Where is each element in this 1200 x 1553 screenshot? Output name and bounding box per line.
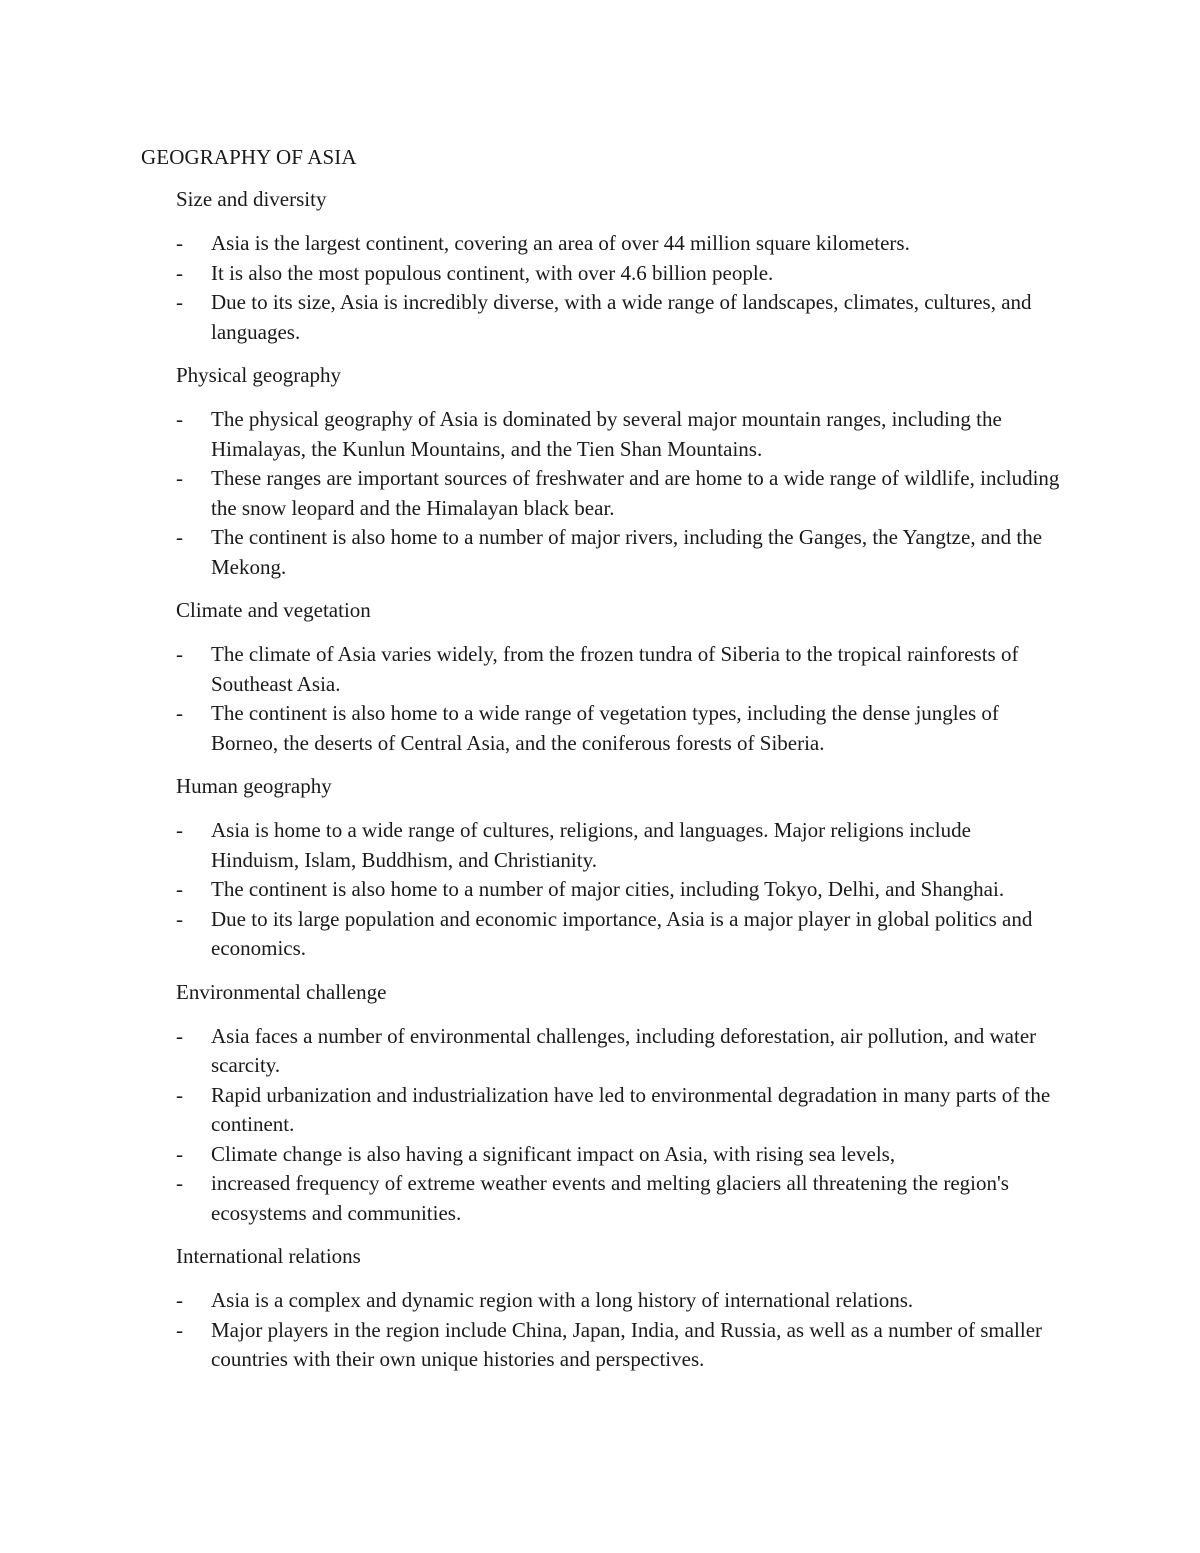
dash-marker: - xyxy=(176,260,183,285)
bullet-list xyxy=(176,640,1061,758)
bullet-text: The continent is also home to a number of major cities, including Tokyo, Delhi, and Shanghai. xyxy=(211,877,1005,901)
dash-marker: - xyxy=(176,1141,183,1166)
bullet-item xyxy=(176,229,1061,259)
section-environmental-challenge xyxy=(176,978,1061,1229)
bullet-list xyxy=(176,229,1061,347)
dash-marker: - xyxy=(176,1317,183,1342)
bullet-item xyxy=(176,1286,1061,1316)
dash-marker: - xyxy=(176,877,183,901)
bullet-text: The physical geography of Asia is dominated by several major mountain ranges, including the Himalayas, the Kunlun Mountains, and the Tien Shan Mountains. xyxy=(211,407,1002,461)
bullet-text: It is also the most populous continent, with over 4.6 billion people. xyxy=(211,260,774,285)
bullet-text: The climate of Asia varies widely, from the frozen tundra of Siberia to the tropical rainforests of Southeast Asia. xyxy=(211,642,1019,696)
section-human-geography xyxy=(176,772,1061,964)
bullet-item xyxy=(176,1140,1061,1170)
bullet-item xyxy=(176,875,1061,905)
document-body xyxy=(141,143,1061,1389)
bullet-item xyxy=(176,523,1061,582)
document-title: GEOGRAPHY OF ASIA xyxy=(141,145,357,169)
dash-marker: - xyxy=(176,818,183,842)
bullet-item xyxy=(176,288,1061,347)
bullet-text: The continent is also home to a wide range of vegetation types, including the dense jungles of Borneo, the deserts of Central Asia, and the coniferous forests of Siberia. xyxy=(211,701,999,755)
section-size-and-diversity xyxy=(176,185,1061,347)
dash-marker: - xyxy=(176,906,183,931)
dash-marker: - xyxy=(176,525,183,549)
dash-marker: - xyxy=(176,701,183,725)
section-heading: Human geography xyxy=(176,774,332,798)
bullet-text: Asia faces a number of environmental challenges, including deforestation, air pollution, and water scarcity. xyxy=(211,1023,1037,1077)
dash-marker: - xyxy=(176,1288,183,1312)
bullet-text: Due to its size, Asia is incredibly diverse, with a wide range of landscapes, climates, cultures, and languages. xyxy=(211,290,1032,344)
bullet-text: Major players in the region include China, Japan, India, and Russia, as well as a number of smaller countries with their own unique histories and perspectives. xyxy=(211,1317,1043,1371)
bullet-text: Rapid urbanization and industrialization have led to environmental degradation in many parts of the continent. xyxy=(211,1082,1051,1136)
bullet-list xyxy=(176,405,1061,582)
bullet-item xyxy=(176,816,1061,875)
bullet-item xyxy=(176,905,1061,964)
bullet-text: Climate change is also having a significant impact on Asia, with rising sea levels, xyxy=(211,1141,896,1166)
dash-marker: - xyxy=(176,290,183,314)
section-physical-geography xyxy=(176,361,1061,582)
dash-marker: - xyxy=(176,1171,183,1195)
bullet-item xyxy=(176,699,1061,758)
bullet-text: Asia is a complex and dynamic region with a long history of international relations. xyxy=(211,1288,914,1312)
bullet-list xyxy=(176,1286,1061,1375)
dash-marker: - xyxy=(176,1023,183,1048)
dash-marker: - xyxy=(176,1082,183,1107)
bullet-text: Asia is home to a wide range of cultures, religions, and languages. Major religions include Hinduism, Islam, Buddhism, and Christianity. xyxy=(211,818,971,872)
bullet-item xyxy=(176,1316,1061,1375)
section-heading: Environmental challenge xyxy=(176,979,387,1004)
section-heading: Size and diversity xyxy=(176,187,327,211)
bullet-item xyxy=(176,640,1061,699)
bullet-list xyxy=(176,816,1061,964)
bullet-item xyxy=(176,1081,1061,1140)
bullet-text: Due to its large population and economic importance, Asia is a major player in global politics and economics. xyxy=(211,906,1033,960)
bullet-text: Asia is the largest continent, covering an area of over 44 million square kilometers. xyxy=(211,231,910,255)
section-heading: Physical geography xyxy=(176,363,342,387)
section-international-relations xyxy=(176,1242,1061,1375)
bullet-text: The continent is also home to a number of major rivers, including the Ganges, the Yangtze, and the Mekong. xyxy=(211,525,1043,579)
bullet-list xyxy=(176,1022,1061,1229)
bullet-item xyxy=(176,405,1061,464)
dash-marker: - xyxy=(176,466,183,490)
bullet-item xyxy=(176,259,1061,289)
dash-marker: - xyxy=(176,407,183,431)
bullet-text: increased frequency of extreme weather events and melting glaciers all threatening the region's ecosystems and communities. xyxy=(211,1171,1009,1225)
bullet-item xyxy=(176,464,1061,523)
bullet-item xyxy=(176,1169,1061,1228)
section-heading: International relations xyxy=(176,1244,361,1268)
dash-marker: - xyxy=(176,642,183,666)
section-climate-and-vegetation xyxy=(176,596,1061,758)
section-heading: Climate and vegetation xyxy=(176,598,371,622)
bullet-text: These ranges are important sources of freshwater and are home to a wide range of wildlife, including the snow leopard and the Himalayan black bear. xyxy=(211,466,1060,520)
bullet-item xyxy=(176,1022,1061,1081)
dash-marker: - xyxy=(176,231,183,255)
